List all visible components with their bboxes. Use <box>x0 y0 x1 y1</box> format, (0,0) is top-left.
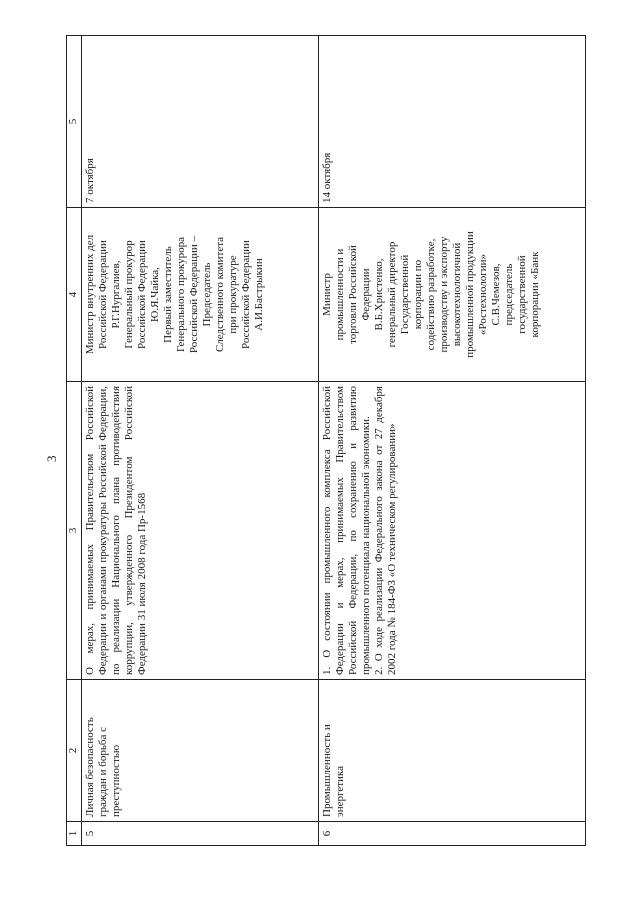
date-cell: 7 октября <box>82 36 319 208</box>
responsible-line: «Ростехнологии» <box>477 253 489 336</box>
responsible-line: Р.Г.Нургалиев, <box>110 260 122 329</box>
responsible-line: Генеральный прокурор <box>123 240 135 349</box>
table-row <box>319 36 586 846</box>
topic-item: 1. О состоянии промышленного комплекса Российской Федерации и мерах, принимаемых Правительством Российской Федерации, по сохранению и развитию промышленного потенциала национальной экономики. <box>321 386 372 675</box>
page-number: 3 <box>44 455 59 462</box>
column-header: 5 <box>67 36 82 208</box>
responsible-line: Российской Федерации <box>97 240 109 349</box>
responsible-line: Первый заместитель <box>162 246 174 343</box>
topic-item: 2. О ходе реализации Федерального закона от 27 декабря 2002 года № 184-ФЗ «О техническом регулировании» <box>373 386 398 675</box>
responsible-line: Министр <box>321 273 333 316</box>
column-header: 3 <box>67 382 82 680</box>
table-row <box>82 36 319 846</box>
rotated-table-container <box>66 36 596 846</box>
responsible-line: Государственной <box>399 254 411 335</box>
responsible-line: Ю.Я.Чайка, <box>149 267 161 322</box>
responsible-line: В.Б.Христенко, <box>373 258 385 331</box>
responsible-line: Российской Федерации <box>136 240 148 349</box>
header-row <box>67 36 82 846</box>
responsible-line: государственной <box>516 255 528 334</box>
responsible-line: С.В.Чемезов, <box>490 263 502 326</box>
responsible-line: высокотехнологичной <box>451 242 463 347</box>
responsible-line: промышленной продукции <box>464 231 476 358</box>
area-cell: Промышленность и энергетика <box>319 680 586 822</box>
area-cell: Личная безопасность граждан и борьба с преступностью <box>82 680 319 822</box>
responsible-line: промышленности и <box>334 248 346 341</box>
responsible-line: Федерации <box>360 268 372 321</box>
responsible-line: Российской Федерации – <box>188 235 200 354</box>
responsible-line: генеральный директор <box>386 241 398 348</box>
responsible-line: А.И.Бастрыкин <box>253 258 265 331</box>
responsible-line: корпорации по <box>412 259 424 330</box>
responsible-line: содействию разработке, <box>425 238 437 351</box>
column-header: 4 <box>67 208 82 382</box>
row-number: 6 <box>319 822 586 846</box>
topic-cell: О мерах, принимаемых Правительством Российской Федерации и органами прокуратуры Российской Федерации, по реализации Национального плана противодействия коррупции, утвержденного Президентом Российской Федерации 31 июля 2008 года Пр-1568 <box>82 382 319 680</box>
responsible-line: Российской Федерации <box>240 240 252 349</box>
responsible-line: Следственного комитета <box>214 236 226 353</box>
responsible-line: производству и экспорту <box>438 236 450 353</box>
column-header: 2 <box>67 680 82 822</box>
topic-cell <box>319 382 586 680</box>
row-number: 5 <box>82 822 319 846</box>
responsible-line: Министр внутренних дел <box>84 234 96 355</box>
responsible-line: Председатель <box>201 262 213 327</box>
responsible-line: корпорации «Банк <box>529 251 541 338</box>
agenda-table <box>66 35 586 846</box>
responsible-cell <box>82 208 319 382</box>
date-cell: 14 октября <box>319 36 586 208</box>
responsible-line: председатель <box>503 263 515 326</box>
responsible-line: при прокуратуре <box>227 255 239 334</box>
responsible-line: торговли Российской <box>347 245 359 344</box>
responsible-line: Генерального прокурора <box>175 237 187 352</box>
responsible-cell <box>319 208 586 382</box>
column-header: 1 <box>67 822 82 846</box>
